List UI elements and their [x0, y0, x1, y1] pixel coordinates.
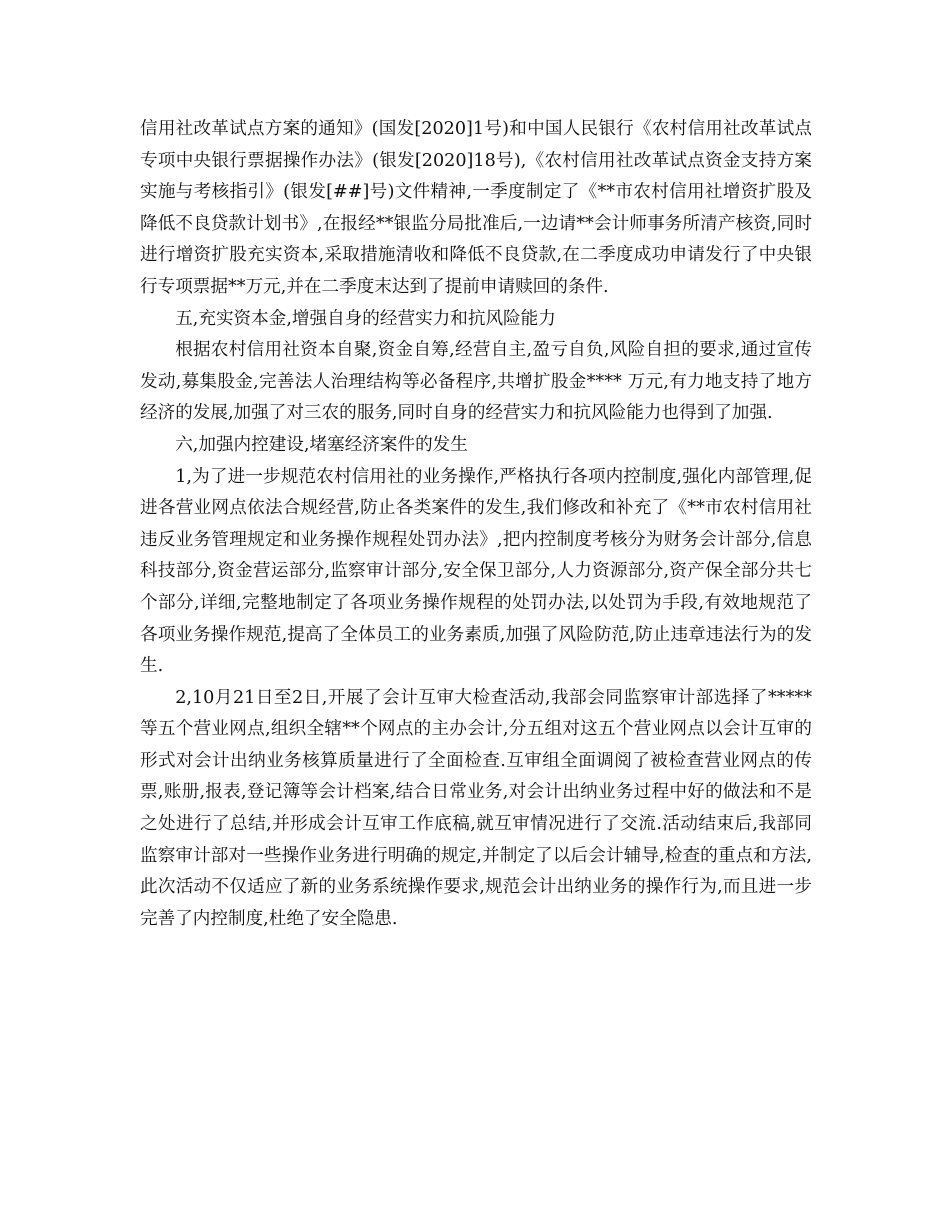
section-heading-six: 六,加强内控建设,堵塞经济案件的发生 — [175, 434, 468, 455]
paragraph-item-one: 1,为了进一步规范农村信用社的业务操作,严格执行各项内控制度,强化内部管理,促进各营业网点依法合规经营,防止各类案件的发生,我们修改和补充了《**市农村信用社违反业务管理规定和业务操作规程处罚办法》,把内控制度考核分为财务会计部分,信息科技部分,资金营运部分,监察审计部分,安全保卫部分,人力资源部分,资产保全部分共七个部分,详细,完整地制定了各项业务操作规程的处罚办法,以处罚为手段,有效地规范了各项业务操作规范,提高了全体员工的业务素质,加强了风险防范,防止违章违法行为的发生. — [140, 466, 812, 677]
section-heading-five: 五,充实资本金,增强自身的经营实力和抗风险能力 — [175, 308, 556, 329]
paragraph-continuation: 信用社改革试点方案的通知》(国发[2020]1号)和中国人民银行《农村信用社改革试点专项中央银行票据操作办法》(银发[2020]18号),《农村信用社改革试点资金支持方案实施与考核指引》(银发[##]号)文件精神,一季度制定了《**市农村信用社增资扩股及降低不良贷款计划书》,在报经**银监分局批准后,一边请**会计师事务所清产核资,同时进行增资扩股充实资本,采取措施清收和降低不良贷款,在二季度成功申请发行了中央银行专项票据**万元,并在二季度末达到了提前申请赎回的条件. — [140, 119, 812, 297]
document-body — [140, 114, 812, 935]
paragraph-capital: 根据农村信用社资本自聚,资金自筹,经营自主,盈亏自负,风险自担的要求,通过宣传发动,募集股金,完善法人治理结构等必备程序,共增扩股金**** 万元,有力地支持了地方经济的发展,加强了对三农的服务,同时自身的经营实力和抗风险能力也得到了加强. — [140, 340, 812, 424]
paragraph-item-two: 2,10月21日至2日,开展了会计互审大检查活动,我部会同监察审计部选择了*****等五个营业网点,组织全辖**个网点的主办会计,分五组对这五个营业网点以会计互审的形式对会计出纳业务核算质量进行了全面检查.互审组全面调阅了被检查营业网点的传票,账册,报表,登记簿等会计档案,结合日常业务,对会计出纳业务过程中好的做法和不是之处进行了总结,并形成会计互审工作底稿,就互审情况进行了交流.活动结束后,我部同监察审计部对一些操作业务进行明确的规定,并制定了以后会计辅导,检查的重点和方法,此次活动不仅适应了新的业务系统操作要求,规范会计出纳业务的操作行为,而且进一步完善了内控制度,杜绝了安全隐患. — [140, 687, 812, 929]
